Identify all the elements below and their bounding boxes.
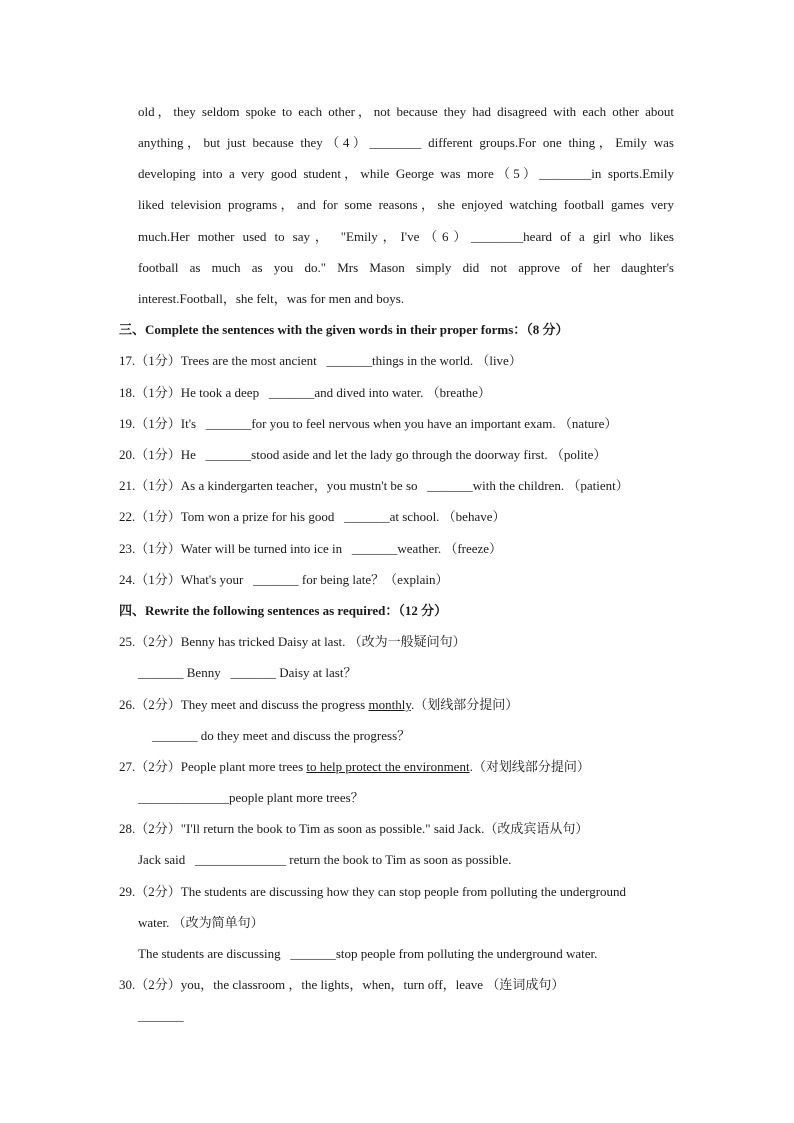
- answer-line-26: _______ do they meet and discuss the progress？: [152, 728, 411, 743]
- question-text: 27.（2分）People plant more trees: [119, 759, 307, 774]
- passage-line: much.Her mother used to say， "Emily，I've（6）________heard of a girl who likes: [138, 229, 674, 244]
- question-item: 24.（1分）What's your _______ for being late？（explain）: [119, 572, 449, 587]
- question-27: [119, 757, 590, 777]
- question-29-continued: water. （改为简单句）: [138, 915, 264, 930]
- underlined-part: to help protect the environment: [306, 759, 470, 774]
- section-heading: 四、Rewrite the following sentences as required：（12 分）: [119, 603, 448, 618]
- question-item: 19.（1分）It's _______for you to feel nervous when you have an important exam. （nature）: [119, 416, 618, 431]
- passage-line: old，they seldom spoke to each other，not because they had disagreed with each other about: [138, 104, 674, 119]
- question-item: 18.（1分）He took a deep _______and dived into water. （breathe）: [119, 385, 491, 400]
- answer-line-25: _______ Benny _______ Daisy at last？: [138, 665, 357, 680]
- instruction: .（划线部分提问）: [410, 697, 519, 712]
- answer-line-30: _______: [138, 1008, 184, 1023]
- underlined-part: monthly: [368, 697, 411, 712]
- section-heading: 三、Complete the sentences with the given words in their proper forms：（8 分）: [119, 322, 569, 337]
- question-30: 30.（2分）you，the classroom ，the lights，when，turn off，leave （连词成句）: [119, 977, 565, 992]
- answer-line-28: Jack said ______________ return the book to Tim as soon as possible.: [138, 852, 512, 867]
- question-item: 20.（1分）He _______stood aside and let the lady go through the doorway first. （polite）: [119, 447, 607, 462]
- passage-line: anything，but just because they（4）________ different groups.For one thing，Emily was: [138, 135, 674, 150]
- question-29: 29.（2分）The students are discussing how they can stop people from polluting the underground: [119, 884, 627, 899]
- passage-line: developing into a very good student，while George was more（5）________in sports.Emily: [138, 166, 674, 181]
- question-26: [119, 695, 518, 715]
- question-25: 25.（2分）Benny has tricked Daisy at last. （改为一般疑问句）: [119, 634, 466, 649]
- passage-line: football as much as you do." Mrs Mason simply did not approve of her daughter's: [138, 260, 674, 275]
- passage-line: liked television programs，and for some reasons，she enjoyed watching football games very: [138, 197, 674, 212]
- question-item: 17.（1分）Trees are the most ancient _______things in the world. （live）: [119, 353, 522, 368]
- question-item: 22.（1分）Tom won a prize for his good _______at school. （behave）: [119, 509, 506, 524]
- question-item: 21.（1分）As a kindergarten teacher，you mustn't be so _______with the children. （patient）: [119, 478, 629, 493]
- question-text: 26.（2分）They meet and discuss the progress: [119, 697, 369, 712]
- answer-line-27: ______________people plant more trees？: [138, 790, 364, 805]
- question-item: 23.（1分）Water will be turned into ice in _______weather. （freeze）: [119, 541, 503, 556]
- question-28: 28.（2分）"I'll return the book to Tim as soon as possible." said Jack.（改成宾语从句）: [119, 821, 589, 836]
- passage-line: interest.Football，she felt，was for men and boys.: [138, 291, 405, 306]
- instruction: .（对划线部分提问）: [469, 759, 590, 774]
- answer-line-29: The students are discussing _______stop people from polluting the underground water.: [138, 946, 598, 961]
